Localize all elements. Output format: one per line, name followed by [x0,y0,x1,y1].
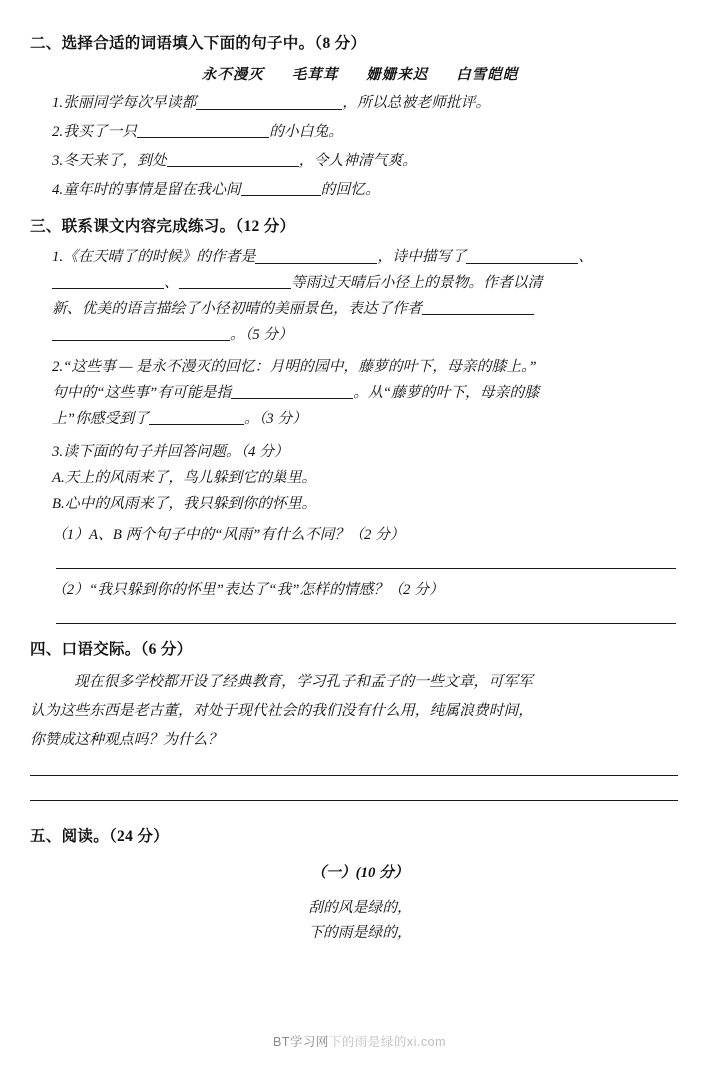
poem-line-2: 下的雨是绿的， [308,925,412,942]
question-3-3-sentence-b: B.心中的风雨来了，我只躲到你的怀里。 [52,495,317,512]
watermark-left: BT学习网 [272,1035,329,1049]
answer-blank[interactable] [196,94,342,110]
question-3-1-line-2 [30,272,690,296]
answer-blank[interactable] [137,123,269,139]
section-4 [30,640,690,801]
answer-blank[interactable] [422,300,534,316]
watermark-right: 下的雨是绿的xi.com [328,1035,447,1049]
question-2-4-text-b: 的回忆。 [320,182,380,199]
question-2-2 [30,121,690,145]
question-3-2-text-a: 2.“这些事 — 是永不漫灭的回忆：月明的园中，藤萝的叶下，母亲的膝上。” [52,359,537,376]
section-4-paragraph-line-3: 你赞成这种观点吗？为什么？ [30,731,223,748]
question-3-1-text-a: 1.《在天晴了的时候》的作者是 [52,249,256,266]
section-5 [30,827,690,946]
question-3-2-text-e: 。（3 分） [244,410,307,427]
answer-blank[interactable] [179,274,291,290]
question-2-3 [30,150,690,174]
section-3-heading: 三、联系课文内容完成练习。（12 分） [30,218,296,236]
answer-line[interactable] [56,623,676,624]
poem-line-1: 刮的风是绿的， [308,900,412,917]
answer-blank[interactable] [167,152,299,168]
question-3-3-sub-2: （2）“我只躲到你的怀里”表达了“我”怎样的情感？（2 分） [52,581,444,598]
answer-blank[interactable] [255,248,377,264]
question-3-3-sentence-a: A.天上的风雨来了，鸟儿躲到它的巢里。 [52,469,317,486]
question-2-1-text-b: ，所以总被老师批评。 [342,95,491,112]
question-3-1-text-e: 等雨过天晴后小径上的景物。作者以清 [290,275,543,292]
question-3-1-line-3 [30,298,690,322]
question-2-4-text-a: 4.童年时的事情是留在我心间 [52,182,241,199]
section-5-heading: 五、阅读。（24 分） [30,828,169,846]
word-bank-item-2: 毛茸茸 [291,67,339,84]
question-3-2-line-1 [30,356,690,380]
question-2-1-text-a: 1.张丽同学每次早读都 [52,95,197,112]
question-3-1-text-d: 、 [164,275,179,292]
word-bank-item-1: 永不漫灭 [201,67,264,84]
section-2-heading: 二、选择合适的词语填入下面的句子中。（8 分） [30,35,367,52]
answer-line[interactable] [30,800,678,801]
question-3-2-line-2 [30,382,690,406]
question-3-3-sub-1: （1）A、B 两个句子中的“风雨”有什么不同？（2 分） [52,526,405,543]
answer-blank[interactable] [52,326,230,342]
question-3-1-text-f: 新、优美的语言描绘了小径初晴的美丽景色，表达了作者 [52,301,422,318]
word-bank-item-3: 姗姗来迟 [366,67,429,84]
section-2 [30,34,690,203]
section-4-heading: 四、口语交际。（6 分） [30,640,193,658]
question-3-1-line-4 [30,324,690,348]
question-2-3-text-a: 3.冬天来了，到处 [52,153,167,170]
question-3-2-text-d: 上”你感受到了 [52,410,150,427]
question-2-4 [30,179,690,203]
question-3-1-text-g: 。（5 分） [230,327,293,344]
answer-blank[interactable] [231,384,353,400]
question-3-1-text-c: 、 [578,249,594,266]
answer-blank[interactable] [52,274,164,290]
question-3-2-line-3 [30,408,690,432]
word-bank-item-4: 白雪皑皑 [456,67,519,84]
question-3-1-text-b: ，诗中描写了 [377,249,467,266]
question-3-3-heading: 3.读下面的句子并回答问题。（4 分） [52,443,289,460]
question-2-1 [30,92,690,116]
word-bank [30,63,690,84]
answer-line[interactable] [30,775,678,776]
page-content [30,34,690,946]
section-5-subheading: （一）(10 分） [311,865,409,882]
question-2-2-text-a: 2.我买了一只 [52,124,138,141]
section-3 [30,217,690,624]
section-4-paragraph-line-1: 现在很多学校都开设了经典教育，学习孔子和孟子的一些文章，可军军 [74,673,533,690]
question-3-2-text-b: 句中的“这些事”有可能是指 [52,385,232,401]
answer-blank[interactable] [241,181,321,197]
section-4-paragraph-line-2: 认为这些东西是老古董，对处于现代社会的我们没有什么用，纯属浪费时间， [30,702,534,719]
watermark [0,1032,719,1050]
question-3-1-line-1 [30,246,690,270]
question-2-3-text-b: ，令人神清气爽。 [298,153,418,170]
question-3-2-text-c: 。从“藤萝的叶下，母亲的膝 [353,385,540,401]
question-2-2-text-b: 的小白兔。 [269,124,344,141]
answer-blank[interactable] [466,248,578,264]
answer-blank[interactable] [149,410,244,426]
answer-line[interactable] [56,568,676,569]
